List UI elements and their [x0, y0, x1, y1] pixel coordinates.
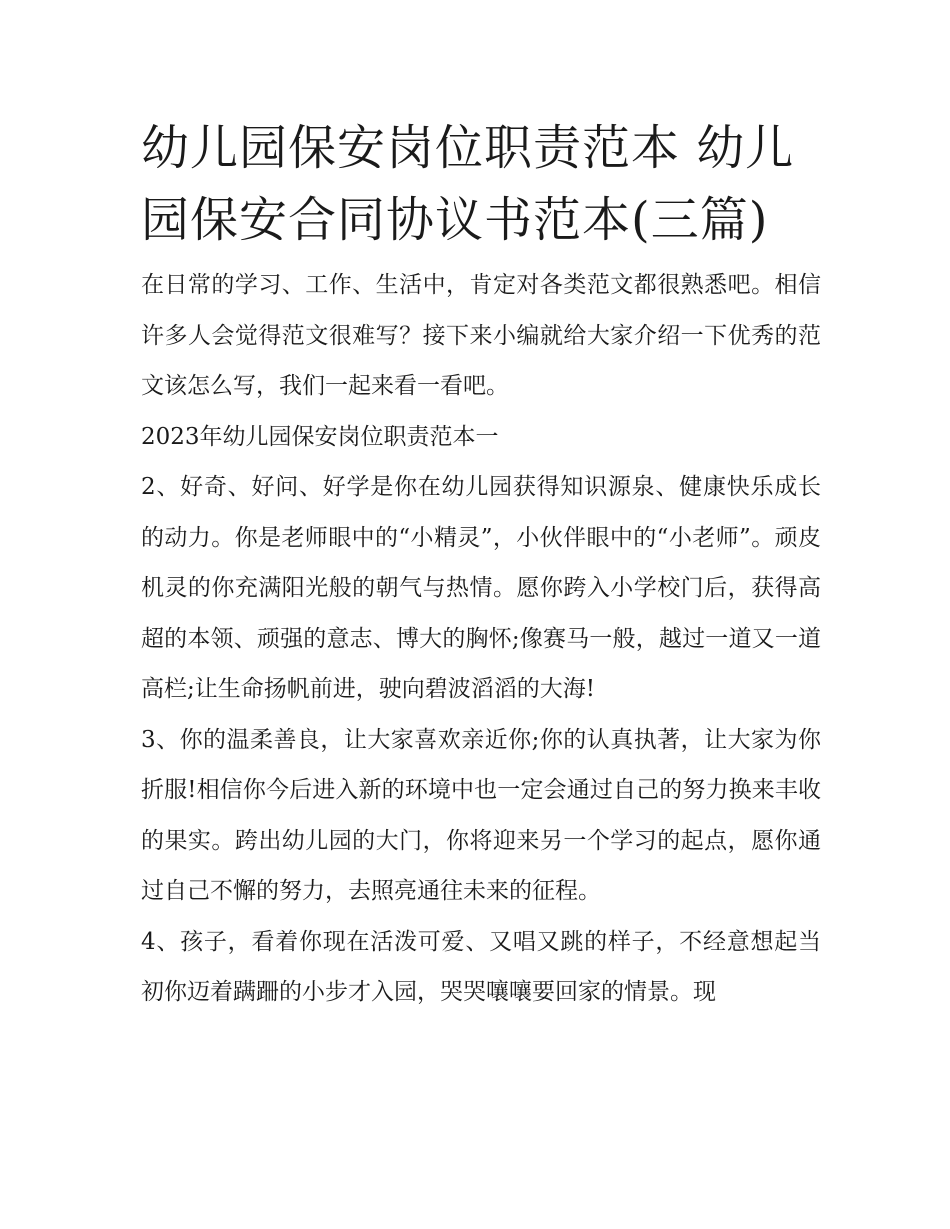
list-item-2: 2、好奇、好问、好学是你在幼儿园获得知识源泉、健康快乐成长的动力。你是老师眼中的“小精灵”，小伙伴眼中的“小老师”。顽皮机灵的你充满阳光般的朝气与热情。愿你跨入小学校门后，获得高超的本领、顽强的意志、博大的胸怀;像赛马一般，越过一道又一道高栏;让生命扬帆前进，驶向碧波滔滔的大海!	[141, 474, 821, 702]
list-item-4: 4、孩子，看着你现在活泼可爱、又唱又跳的样子，不经意想起当初你迈着蹒跚的小步才入园，哭哭嚷嚷要回家的情景。现	[141, 928, 821, 1005]
document-title: 幼儿园保安岗位职责范本 幼儿园保安合同协议书范本(三篇)	[141, 120, 795, 248]
intro-paragraph: 在日常的学习、工作、生活中，肯定对各类范文都很熟悉吧。相信许多人会觉得范文很难写？接下来小编就给大家介绍一下优秀的范文该怎么写，我们一起来看一看吧。	[141, 272, 821, 399]
list-item-3: 3、你的温柔善良，让大家喜欢亲近你;你的认真执著，让大家为你折服!相信你今后进入新的环境中也一定会通过自己的努力换来丰收的果实。跨出幼儿园的大门，你将迎来另一个学习的起点，愿你通过自己不懈的努力，去照亮通往未来的征程。	[141, 726, 821, 904]
document-page	[141, 112, 821, 1018]
section-heading: 2023年幼儿园保安岗位职责范本一	[141, 423, 499, 450]
